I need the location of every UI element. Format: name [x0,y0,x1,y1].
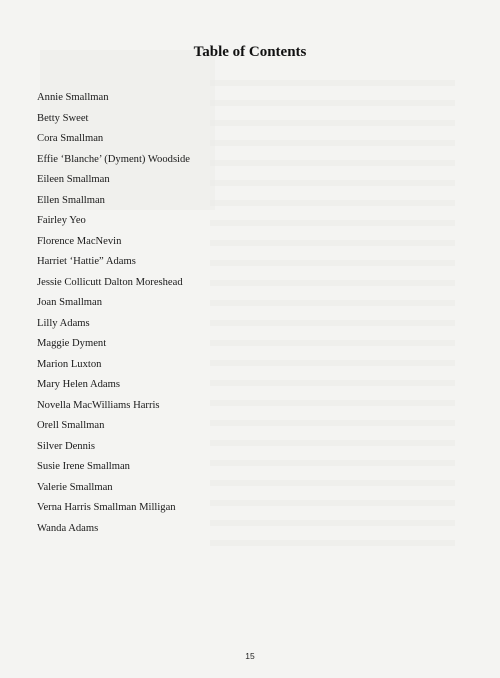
toc-entry: Florence MacNevin [37,235,122,247]
toc-entry: Ellen Smallman [37,194,105,206]
toc-entry: Susie Irene Smallman [37,461,130,472]
toc-entry: Wanda Adams [37,522,99,534]
toc-entry: Annie Smallman [37,92,109,103]
toc-entry: Valerie Smallman [37,481,113,493]
toc-entry: Fairley Yeo [37,215,86,226]
toc-entry: Effie ‘Blanche’ (Dyment) Woodside [37,153,191,165]
toc-entry: Maggie Dyment [37,338,107,349]
toc-entry: Silver Dennis [37,440,95,452]
toc-entry: Joan Smallman [37,297,103,308]
toc-entry: Betty Sweet [37,112,89,124]
toc-entry: Verna Harris Smallman Milligan [37,502,176,513]
toc-entry: Mary Helen Adams [37,379,120,390]
bleed-through-text [210,80,455,560]
page-title: Table of Contents [193,44,307,60]
toc-entry: Marion Luxton [37,358,102,370]
toc-entry: Eileen Smallman [37,174,110,185]
toc-list [37,88,190,539]
toc-entry: Lilly Adams [37,317,90,329]
toc-entry: Cora Smallman [37,133,104,144]
page-number: 15 [245,651,255,661]
toc-entry: Harriet ‘Hattie” Adams [37,256,136,267]
toc-entry: Novella MacWilliams Harris [37,399,160,411]
toc-entry: Jessie Collicutt Dalton Moreshead [37,276,183,288]
toc-entry: Orell Smallman [37,420,105,431]
